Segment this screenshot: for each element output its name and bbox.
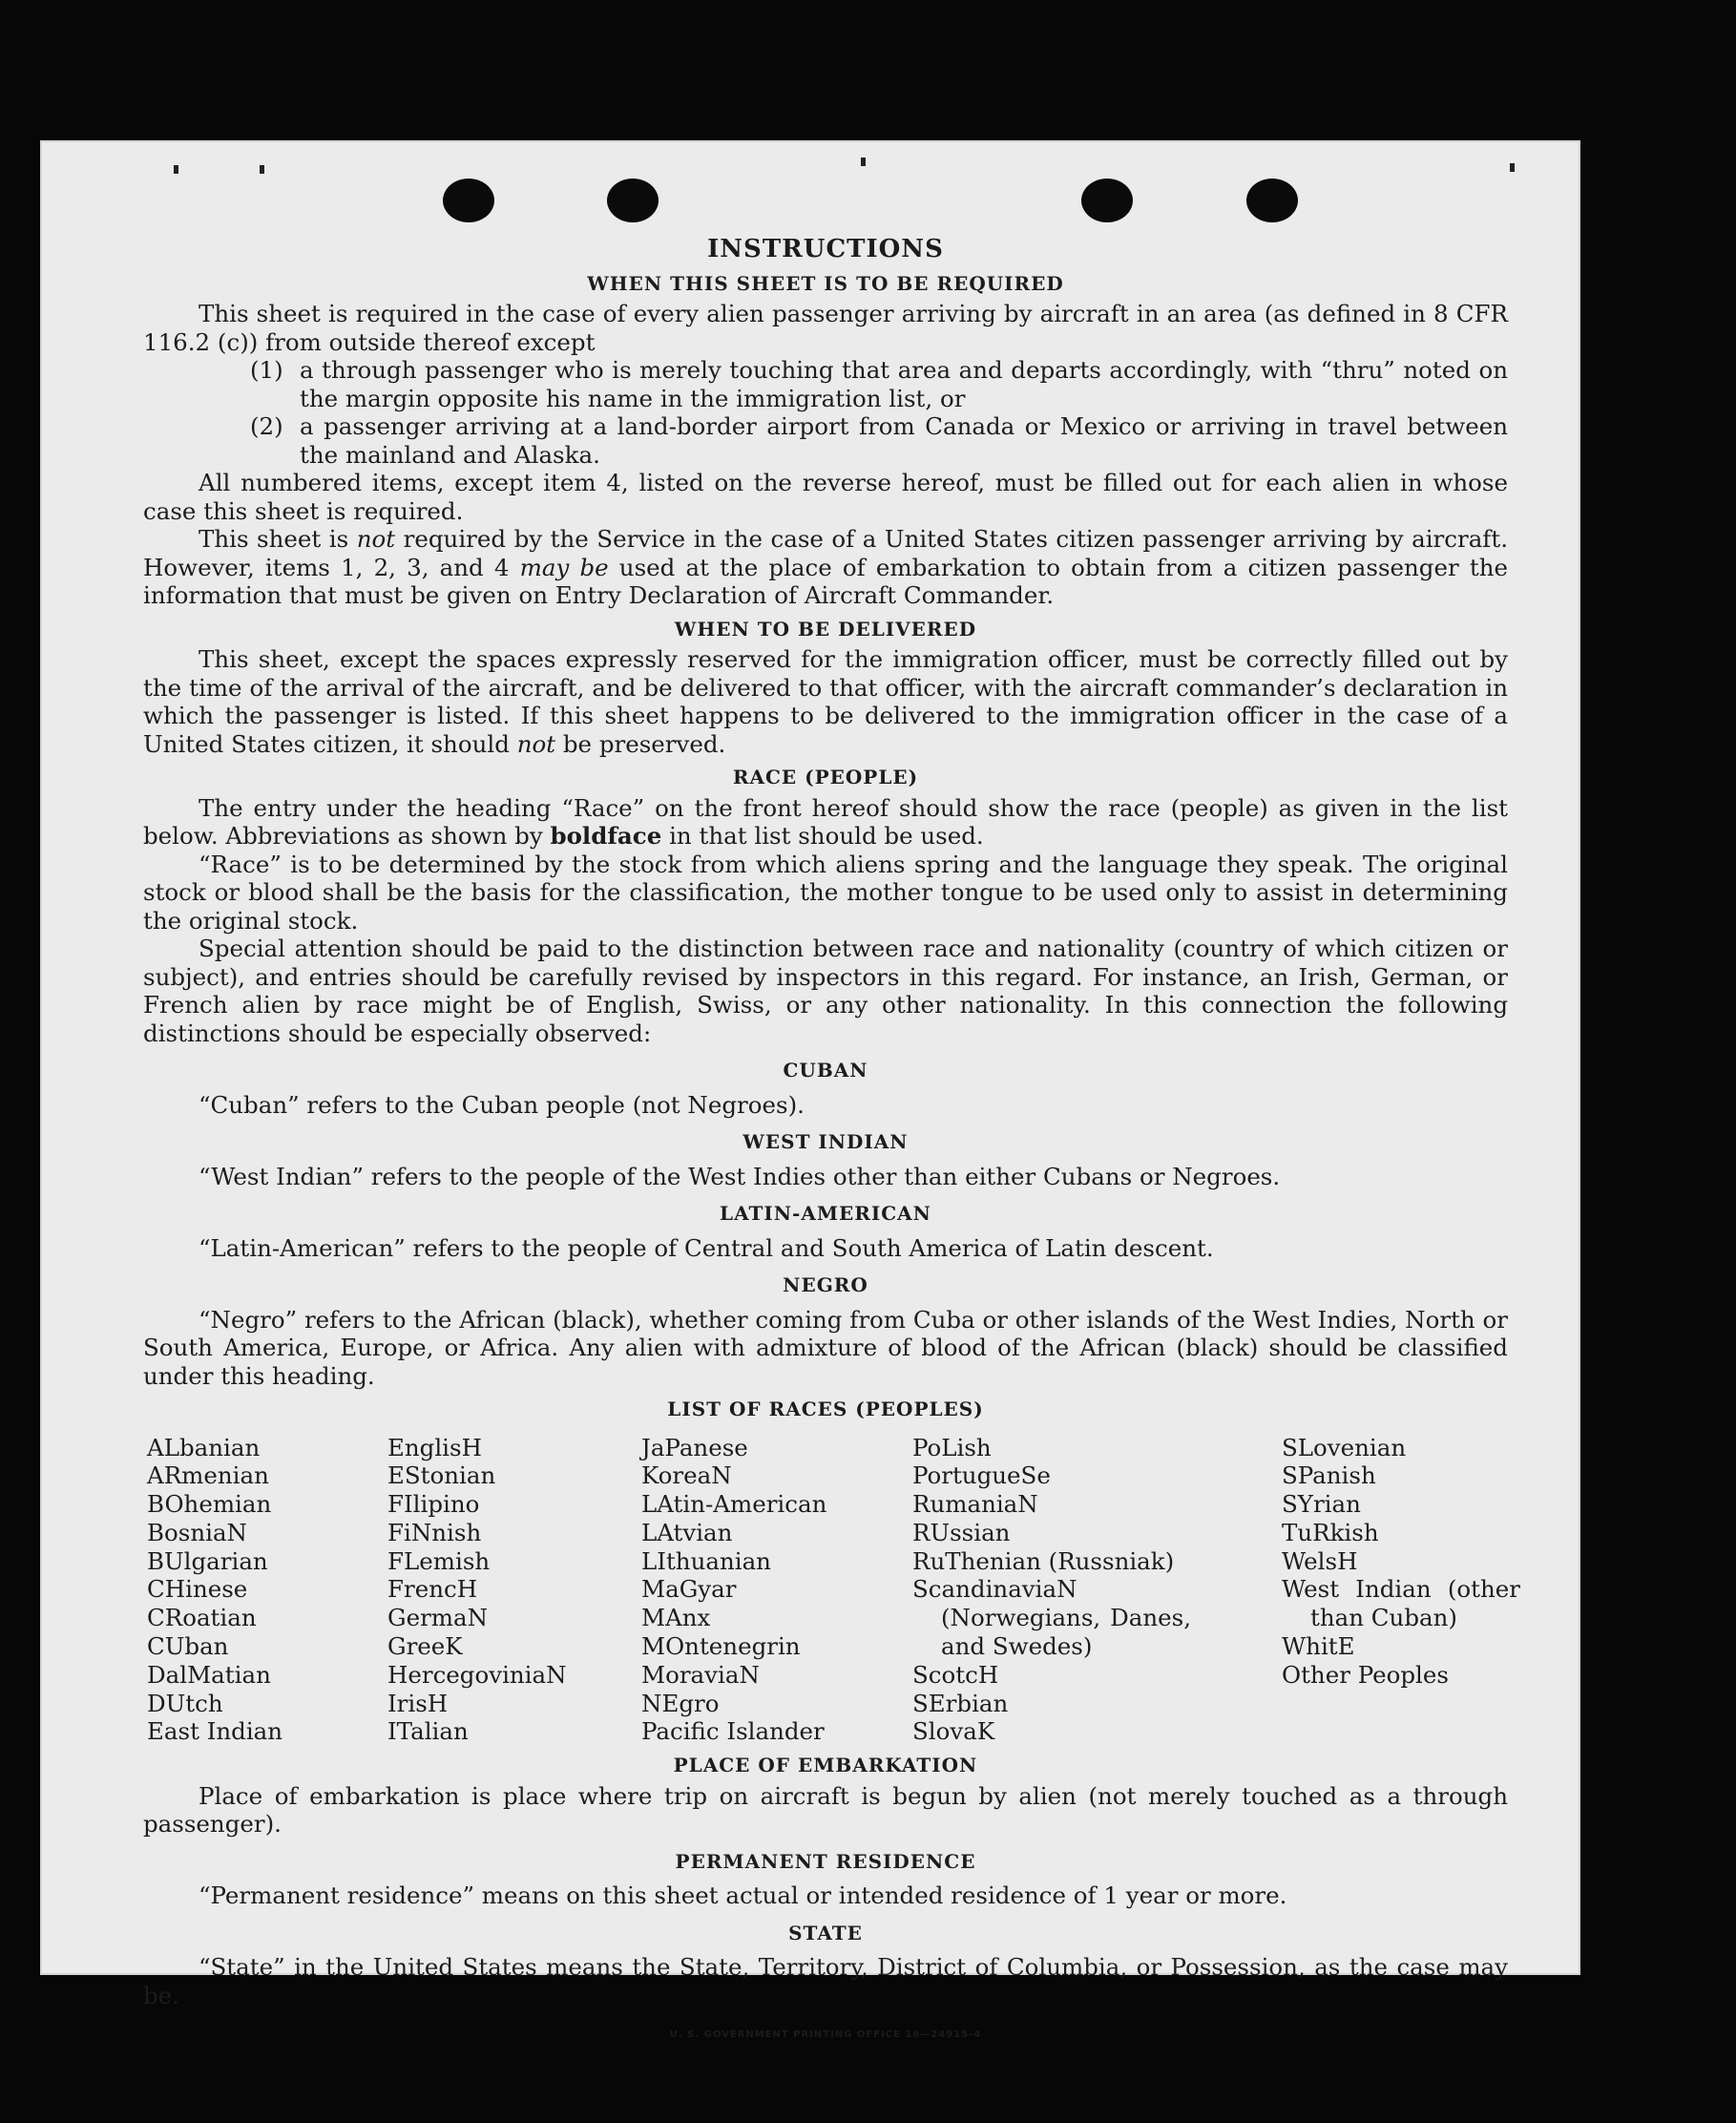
staple-mark bbox=[174, 165, 178, 174]
staple-mark bbox=[260, 165, 264, 174]
race-entry: DUtch bbox=[147, 1689, 223, 1717]
race-entry: Pacific Islander bbox=[641, 1717, 825, 1746]
race-entry: LIthuanian bbox=[641, 1546, 771, 1575]
exception-item bbox=[143, 412, 1508, 469]
section-heading-west-indian: WEST INDIAN bbox=[743, 1130, 909, 1153]
race-entry: MOntenegrin bbox=[641, 1632, 801, 1661]
race-entry: SPanish bbox=[1282, 1461, 1376, 1490]
item-text: a through passenger who is merely touching that area and departs accordingly, with “thru” noted on the margin opposite his name in the immigration list, or bbox=[300, 356, 1508, 412]
race-entry: MaGyar bbox=[641, 1575, 737, 1604]
section-heading-race: RACE (PEOPLE) bbox=[732, 766, 919, 788]
race-entry: RUssian bbox=[912, 1518, 1011, 1546]
paragraph-latin-american: “Latin-American” refers to the people of Central and South America of Latin descent. bbox=[199, 1233, 1214, 1262]
paragraph-west-indian: “West Indian” refers to the people of the West Indies other than either Cubans or Negroes. bbox=[199, 1162, 1281, 1190]
races-column bbox=[1282, 1434, 1520, 1747]
punch-hole bbox=[607, 179, 659, 222]
race-entry: HercegoviniaN bbox=[387, 1660, 567, 1689]
item-number: (1) bbox=[250, 356, 283, 384]
paragraph-race-definition: “Race” is to be determined by the stock from which aliens spring and the language they speak. The original stock or blood shall be the basis for the classification, the mother tongue to be used only to assist in determining the original stock. bbox=[143, 850, 1508, 935]
races-column bbox=[641, 1434, 912, 1747]
race-entry: WelsH bbox=[1282, 1546, 1358, 1575]
race-entry: West Indian (other than Cuban) bbox=[1282, 1575, 1520, 1632]
paragraph-race-distinction: Special attention should be paid to the distinction between race and nationality (country of which citizen or subject), and entries should be carefully revised by inspectors in this regard. For instance, an Irish, German, or French alien by race might be of English, Swiss, or any other nationality. In this connection the following distinctions should be especially observed: bbox=[143, 935, 1508, 1047]
race-entry: CRoatian bbox=[147, 1604, 257, 1632]
paragraph-race-entry: The entry under the heading “Race” on the front hereof should show the race (people) as given in the list below. Abbreviations as shown by boldface in that list should be used. bbox=[143, 793, 1508, 850]
race-entry: ScandinaviaN (Norwegians, Danes, and Swedes) bbox=[912, 1575, 1191, 1661]
race-entry: MAnx bbox=[641, 1604, 711, 1632]
race-entry: FrencH bbox=[387, 1575, 478, 1604]
race-entry: EStonian bbox=[387, 1461, 496, 1490]
race-entry: SLovenian bbox=[1282, 1433, 1407, 1461]
section-heading-latin-american: LATIN-AMERICAN bbox=[720, 1202, 931, 1225]
race-entry: WhitE bbox=[1282, 1632, 1355, 1661]
race-entry: LAtin-American bbox=[641, 1490, 827, 1519]
section-heading-when-required: WHEN THIS SHEET IS TO BE REQUIRED bbox=[587, 271, 1064, 295]
section-heading-state: STATE bbox=[788, 1921, 863, 1944]
race-entry: IrisH bbox=[387, 1689, 449, 1717]
section-heading-embarkation: PLACE OF EMBARKATION bbox=[673, 1754, 978, 1777]
race-entry: FLemish bbox=[387, 1546, 491, 1575]
race-entry: TuRkish bbox=[1282, 1518, 1379, 1546]
race-entry: SlovaK bbox=[912, 1717, 995, 1746]
paragraph-negro: “Negro” refers to the African (black), whether coming from Cuba or other islands of the West Indies, North or South America, Europe, or Africa. Any alien with admixture of blood of the African (black) should be classified under this heading. bbox=[143, 1305, 1508, 1390]
page-title: INSTRUCTIONS bbox=[707, 235, 944, 263]
race-entry: ALbanian bbox=[147, 1433, 261, 1461]
race-entry: GreeK bbox=[387, 1632, 463, 1661]
races-column bbox=[387, 1434, 641, 1747]
staple-mark bbox=[861, 158, 866, 166]
race-entry: GermaN bbox=[387, 1604, 489, 1632]
item-number: (2) bbox=[250, 412, 283, 440]
race-entry: BosniaN bbox=[147, 1518, 247, 1546]
race-entry: SYrian bbox=[1282, 1490, 1361, 1519]
section-heading-races-list: LIST OF RACES (PEOPLES) bbox=[667, 1398, 984, 1420]
race-entry: East Indian bbox=[147, 1717, 283, 1746]
races-column-spacer bbox=[1191, 1434, 1282, 1747]
paragraph-embarkation: Place of embarkation is place where trip on aircraft is begun by alien (not merely touched as a through passenger). bbox=[143, 1781, 1508, 1839]
paragraph-numbered-items: All numbered items, except item 4, listed on the reverse hereof, must be filled out for each alien in whose case this sheet is required. bbox=[143, 469, 1508, 525]
race-entry: NEgro bbox=[641, 1689, 720, 1717]
race-entry: FiNnish bbox=[387, 1518, 482, 1546]
race-entry: JaPanese bbox=[641, 1433, 748, 1461]
race-entry: CUban bbox=[147, 1632, 229, 1661]
race-entry: RuThenian (Russniak) bbox=[912, 1546, 1175, 1575]
races-column bbox=[147, 1434, 387, 1747]
punch-hole bbox=[1246, 179, 1298, 222]
race-entry: ITalian bbox=[387, 1717, 469, 1746]
exception-item bbox=[143, 356, 1508, 412]
item-text: a passenger arriving at a land-border airport from Canada or Mexico or arriving in travel between the mainland and Alaska. bbox=[300, 412, 1508, 469]
race-entry: Other Peoples bbox=[1282, 1660, 1449, 1689]
paragraph-cuban: “Cuban” refers to the Cuban people (not Negroes). bbox=[199, 1090, 805, 1119]
race-entry: ScotcH bbox=[912, 1660, 999, 1689]
staple-mark bbox=[1510, 163, 1515, 172]
race-entry: RumaniaN bbox=[912, 1490, 1038, 1519]
race-entry: SErbian bbox=[912, 1689, 1009, 1717]
section-heading-when-delivered: WHEN TO BE DELIVERED bbox=[674, 617, 977, 641]
race-entry: BOhemian bbox=[147, 1490, 272, 1519]
punch-hole bbox=[443, 179, 494, 222]
paragraph-permanent-residence: “Permanent residence” means on this sheet actual or intended residence of 1 year or more. bbox=[199, 1881, 1287, 1910]
race-entry: PoLish bbox=[912, 1433, 992, 1461]
races-column bbox=[912, 1434, 1191, 1747]
section-heading-cuban: CUBAN bbox=[783, 1059, 868, 1082]
races-list bbox=[147, 1433, 1520, 1747]
race-entry: KoreaN bbox=[641, 1461, 732, 1490]
paragraph-citizen: This sheet is not required by the Service in the case of a United States citizen passenger arriving by aircraft. However, items 1, 2, 3, and 4 may be used at the place of embarkation to obtain from a citizen passenger the information that must be given on Entry Declaration of Aircraft Commander. bbox=[143, 525, 1509, 609]
paragraph-state: “State” in the United States means the State, Territory, District of Columbia, or Possession, as the case may be. bbox=[143, 1953, 1508, 2009]
section-heading-negro: NEGRO bbox=[783, 1273, 868, 1296]
race-entry: PortugueSe bbox=[912, 1461, 1051, 1490]
race-entry: FIlipino bbox=[387, 1490, 480, 1519]
punch-hole bbox=[1081, 179, 1133, 222]
section-heading-permanent-residence: PERMANENT RESIDENCE bbox=[675, 1849, 976, 1873]
document-sheet bbox=[40, 140, 1580, 2041]
race-entry: LAtvian bbox=[641, 1518, 733, 1546]
instructions-content bbox=[143, 235, 1520, 2049]
race-entry: MoraviaN bbox=[641, 1660, 760, 1689]
race-entry: ARmenian bbox=[147, 1461, 269, 1490]
printer-imprint: U. S. GOVERNMENT PRINTING OFFICE 16—24915-4 bbox=[669, 2029, 982, 2041]
race-entry: CHinese bbox=[147, 1575, 248, 1604]
paragraph-required-intro: This sheet is required in the case of every alien passenger arriving by aircraft in an area (as defined in 8 CFR 116.2 (c)) from outside thereof except bbox=[143, 300, 1508, 356]
paragraph-delivery: This sheet, except the spaces expressly reserved for the immigration officer, must be correctly filled out by the time of the arrival of the aircraft, and be delivered to that officer, with the aircraft commander’s declaration in which the passenger is listed. If this sheet happens to be delivered to the immigration officer in the case of a United States citizen, it should not be preserved. bbox=[143, 645, 1508, 758]
race-entry: DalMatian bbox=[147, 1660, 271, 1689]
race-entry: EnglisH bbox=[387, 1433, 482, 1461]
race-entry: BUlgarian bbox=[147, 1546, 268, 1575]
